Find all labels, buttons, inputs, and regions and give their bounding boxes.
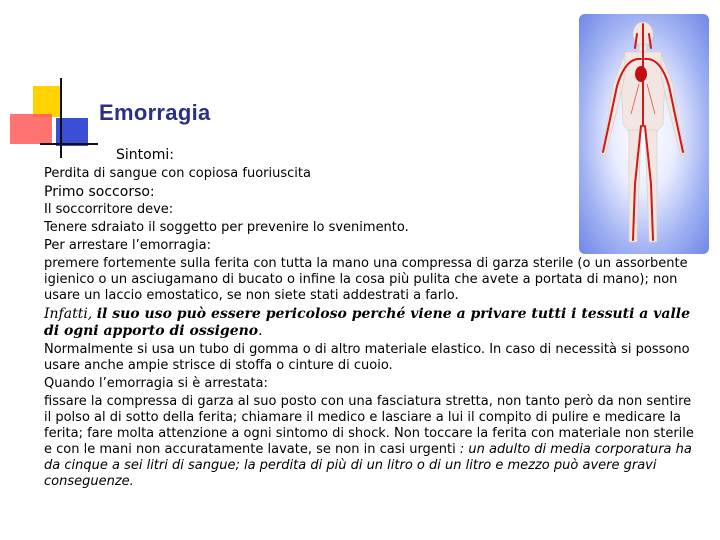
symptoms-heading: Sintomi: — [116, 147, 174, 163]
blood-volume-note: : un adulto di media corporatura ha da cinque a sei litri di sangue; la perdita di più di un litro o di un litro e mezzo può avere gravi conseguenze. — [44, 442, 692, 489]
bandage-text: fissare la compressa di garza al suo posto con una fasciatura stretta, non tanto però da non sentire il polso al di sotto della ferita; chiamare il medico e lasciare a lui il compito di pulire e medicare la ferita; fare molta attenzione a ogni sintomo di shock. Non toccare la ferita con materiale non sterile e con le mani non accuratamente lavate, se non in casi urgenti — [44, 394, 694, 457]
after-bleeding-heading: Quando l’emorragia si è arrestata: — [44, 376, 268, 391]
decor-horizontal-line — [40, 143, 98, 145]
warning-paragraph — [44, 306, 694, 340]
decor-vertical-line — [60, 78, 62, 158]
heart-icon — [635, 66, 647, 82]
slide-content — [44, 166, 694, 492]
tourniquet-text: Normalmente si usa un tubo di gomma o di altro materiale elastico. In caso di necessità si possono usare anche ampie strisce di stoffa o cinture di cuoio. — [44, 342, 690, 373]
decor-square-yellow — [33, 86, 61, 117]
warning-bold-text: il suo uso può essere pericoloso perché viene a privare tutti i tessuti a valle di ogni apporto di ossigeno — [44, 306, 690, 339]
symptoms-text: Perdita di sangue con copiosa fuoriuscita — [44, 166, 311, 181]
slide-title: Emorragia — [99, 100, 211, 125]
stop-bleeding-text: Per arrestare l’emorragia: — [44, 238, 212, 253]
warning-suffix: . — [258, 323, 263, 339]
press-wound-text: premere fortemente sulla ferita con tutta la mano una compressa di garza sterile (o un assorbente igienico o un asciugamano di bucato o infine la cosa più pulita che avete a portata di mano); non usare un laccio emostatico, se non siete stati addestrati a farlo. — [44, 256, 688, 303]
warning-prefix: Infatti, — [44, 306, 97, 322]
bandage-paragraph — [44, 394, 694, 490]
rescuer-must-text: Il soccorritore deve: — [44, 202, 174, 217]
decor-square-red — [10, 114, 52, 144]
first-aid-heading: Primo soccorso: — [44, 184, 155, 200]
lay-down-text: Tenere sdraiato il soggetto per prevenire lo svenimento. — [44, 220, 409, 235]
